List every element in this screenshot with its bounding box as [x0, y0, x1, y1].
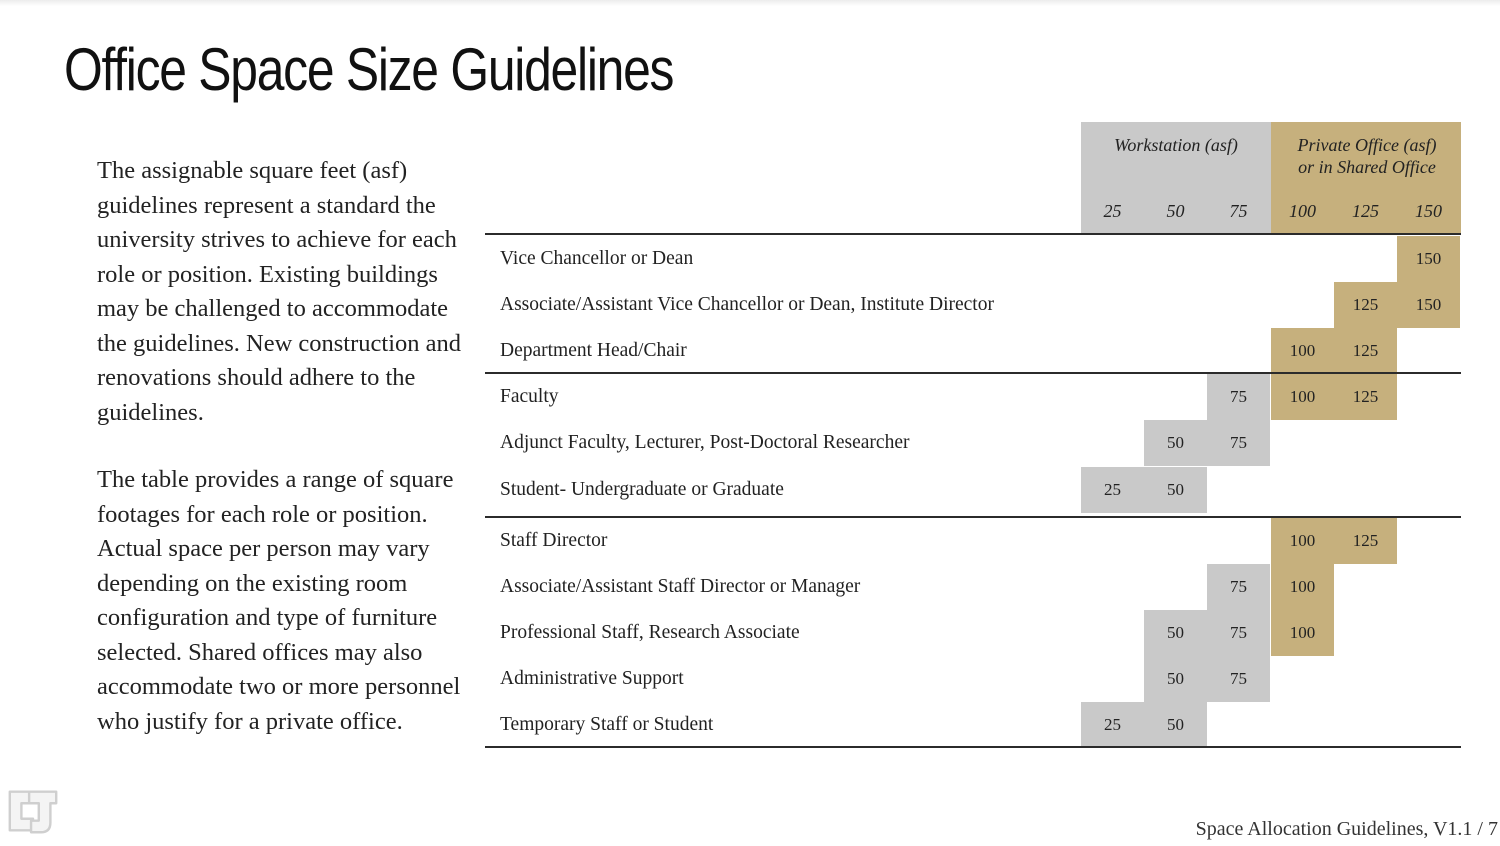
- table-cell: 50: [1144, 467, 1207, 513]
- row-label: Faculty: [500, 386, 559, 407]
- table-cell: 125: [1334, 328, 1397, 374]
- row-label: Department Head/Chair: [500, 340, 687, 361]
- table-cell: 100: [1271, 564, 1334, 610]
- table-cell: 150: [1397, 282, 1460, 328]
- intro-paragraph-1: The assignable square feet (asf) guidelines represent a standard the university strives to achieve for each role or position. Existing buildings may be challenged to accommodate the guidelines. New construction and renovations should adhere to the guidelines.: [97, 157, 462, 426]
- workstation-header-label: Workstation (asf): [1114, 135, 1238, 155]
- row-label: Associate/Assistant Staff Director or Manager: [500, 576, 861, 597]
- table-cell: 75: [1207, 610, 1270, 656]
- table-bottom-rule: [485, 746, 1461, 748]
- table-cell: 75: [1207, 420, 1270, 466]
- cu-logo-icon: [4, 782, 62, 840]
- table-cell: 100: [1271, 374, 1334, 420]
- column-header-25: 25: [1103, 201, 1122, 221]
- table-cell: 75: [1207, 656, 1270, 702]
- row-label: Adjunct Faculty, Lecturer, Post-Doctoral Researcher: [500, 432, 910, 453]
- table-cell: 75: [1207, 564, 1270, 610]
- table-cell: 100: [1271, 328, 1334, 374]
- table-cell: 50: [1144, 656, 1207, 702]
- table-cell: 125: [1334, 518, 1397, 564]
- intro-paragraph-2: The table provides a range of square footages for each role or position. Actual space per person may vary depending on the existing room configuration and type of furniture selected. Shared offices may also accommodate two or more personnel who justify for a private office.: [97, 466, 461, 735]
- footer-page-label: Space Allocation Guidelines, V1.1 / 7: [1195, 818, 1498, 840]
- table-cell: 50: [1144, 702, 1207, 748]
- column-header-125: 125: [1352, 201, 1379, 221]
- table-cell: 125: [1334, 374, 1397, 420]
- table-cell: 100: [1271, 518, 1334, 564]
- row-label: Professional Staff, Research Associate: [500, 622, 800, 643]
- page-title: Office Space Size Guidelines: [64, 36, 674, 103]
- private-office-header-line2: or in Shared Office: [1298, 157, 1436, 177]
- table-cell: 25: [1081, 702, 1144, 748]
- table-cell: 25: [1081, 467, 1144, 513]
- column-header-50: 50: [1166, 201, 1185, 221]
- row-label: Administrative Support: [500, 668, 684, 689]
- private-office-header-line1: Private Office (asf): [1297, 135, 1437, 155]
- row-label: Temporary Staff or Student: [500, 714, 714, 735]
- private-office-header-label: [1277, 134, 1457, 178]
- column-header-150: 150: [1415, 201, 1442, 221]
- row-label: Student- Undergraduate or Graduate: [500, 479, 784, 500]
- column-header-75: 75: [1229, 201, 1248, 221]
- table-cell: 50: [1144, 420, 1207, 466]
- table-cell: 150: [1397, 236, 1460, 282]
- row-label: Associate/Assistant Vice Chancellor or Dean, Institute Director: [500, 294, 994, 315]
- top-shadow-bar: [0, 0, 1500, 6]
- table-cell: 125: [1334, 282, 1397, 328]
- table-cell: 50: [1144, 610, 1207, 656]
- row-label: Staff Director: [500, 530, 608, 551]
- column-header-100: 100: [1289, 201, 1316, 221]
- row-label: Vice Chancellor or Dean: [500, 248, 694, 269]
- table-cell: 75: [1207, 374, 1270, 420]
- table-cell: 100: [1271, 610, 1334, 656]
